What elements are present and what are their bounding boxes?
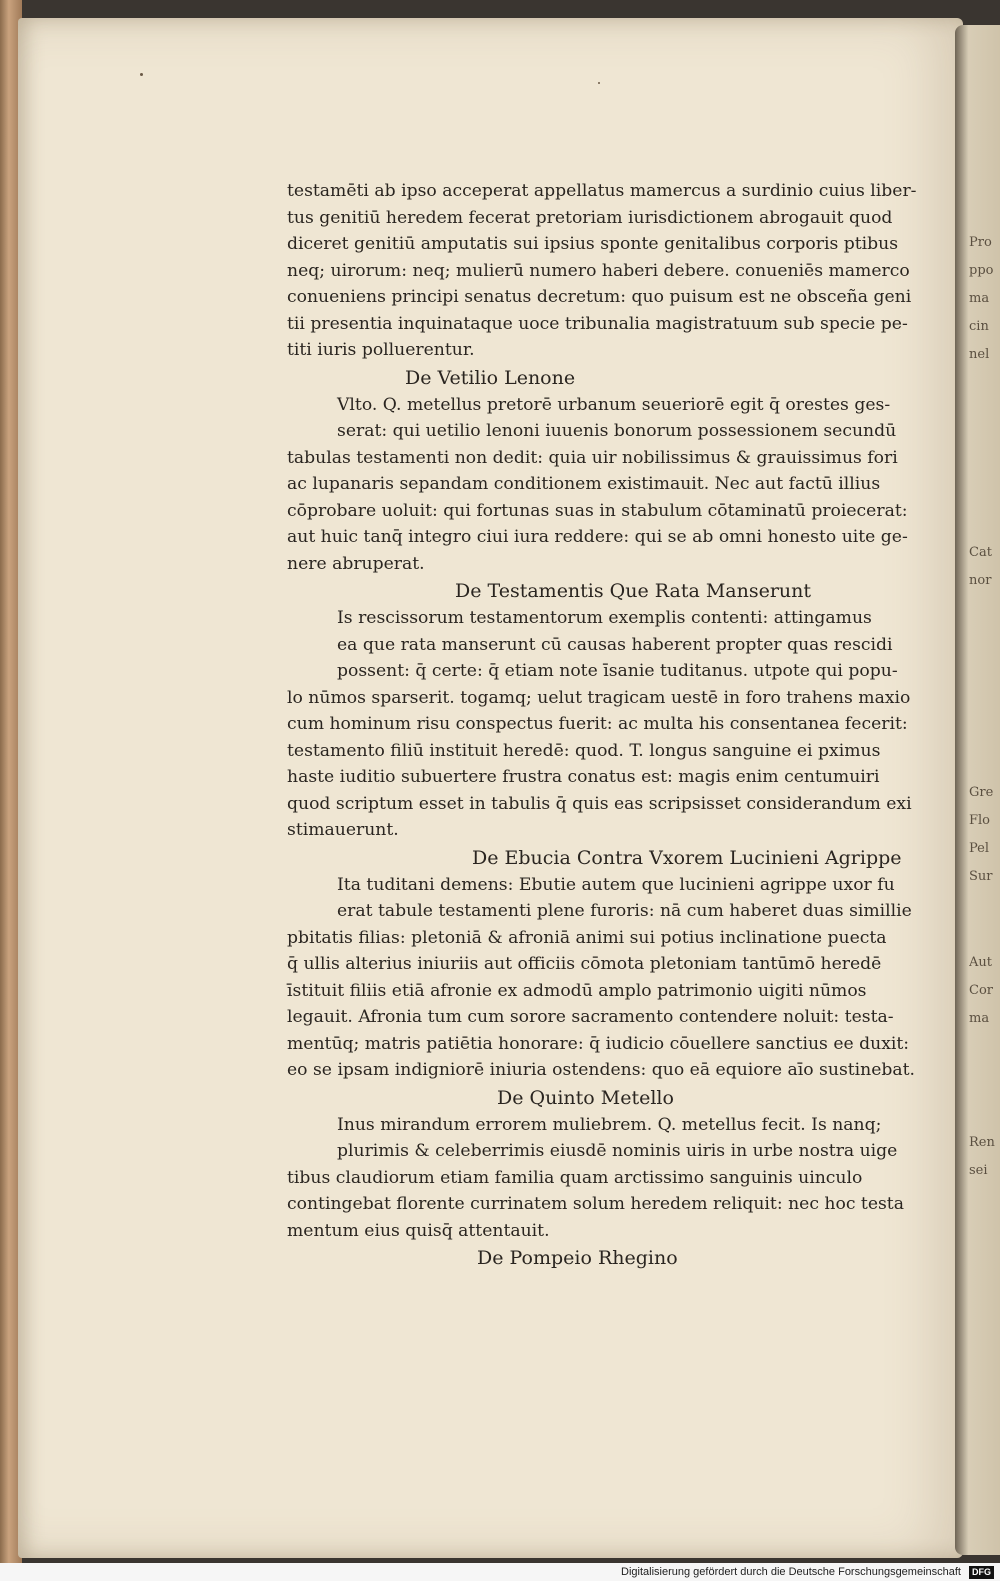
- dfg-logo: DFG: [969, 1566, 994, 1579]
- ghost-text: Ren: [969, 1135, 995, 1150]
- text-line: titi iuris polluerentur.: [287, 340, 475, 360]
- text-line: Inus mirandum errorem muliebrem. Q. metellus fecit. Is nanq;: [337, 1114, 882, 1135]
- text-line: serat: qui uetilio lenoni iuuenis bonorum possessionem secundū: [337, 421, 897, 441]
- next-page-edge: [955, 25, 1000, 1555]
- page-speck: [140, 73, 143, 76]
- text-line: tabulas testamenti non dedit: quia uir nobilissimus & grauissimus fori: [287, 447, 898, 468]
- section-heading: De Ebucia Contra Vxorem Lucinieni Agrippe: [472, 846, 902, 869]
- text-line: haste iuditio subuertere frustra conatus est: magis enim centumuiri: [287, 767, 880, 787]
- footer-text: Digitalisierung gefördert durch die Deutsche Forschungsgemeinschaft: [621, 1566, 961, 1578]
- text-line: stimauerunt.: [287, 820, 399, 840]
- text-line: mentūq; matris patiētia honorare: q̄ iudicio cōuellere sanctius ee duxit:: [287, 1033, 910, 1054]
- text-line: pbitatis filias: pletoniā & afroniā animi sui potius inclinatione puecta: [287, 927, 887, 948]
- text-line: testamēti ab ipso acceperat appellatus mamercus a surdinio cuius liber-: [287, 181, 917, 201]
- text-line: possent: q̄ certe: q̄ etiam note īsanie tuditanus. utpote qui popu-: [337, 661, 898, 681]
- text-line: contingebat florente currinatem solum heredem reliquit: nec hoc testa: [287, 1194, 904, 1214]
- printed-text-block: [287, 178, 917, 1272]
- ghost-text: Flo: [969, 813, 991, 828]
- text-line: conueniens principi senatus decretum: quo puisum est ne obsceña geni: [287, 287, 912, 307]
- ghost-text: cin: [969, 319, 989, 334]
- text-line: tibus claudiorum etiam familia quam arctissimo sanguinis uinculo: [287, 1167, 863, 1188]
- page-speck: [598, 82, 600, 84]
- text-line: Vlto. Q. metellus pretorē urbanum seueriorē egit q̄ orestes ges-: [337, 394, 891, 415]
- text-line: ea que rata manserunt cū causas haberent propter quas rescidi: [337, 634, 893, 655]
- text-line: īstituit filiis etiā afronie ex admodū amplo patrimonio uigiti nūmos: [287, 980, 867, 1001]
- text-line: neq; uirorum: neq; mulierū numero haberi debere. conueniēs mamerco: [287, 260, 910, 281]
- text-line: quod scriptum esset in tabulis q̄ quis eas scripsisset considerandum exi: [287, 793, 912, 814]
- section-heading: De Pompeio Rhegino: [477, 1247, 678, 1269]
- ghost-text: ma: [969, 1011, 990, 1026]
- ghost-text: Cat: [969, 545, 992, 560]
- section-heading: De Quinto Metello: [497, 1086, 674, 1109]
- ghost-text: nel: [969, 347, 990, 362]
- ghost-text: Cor: [969, 983, 993, 998]
- text-line: aut huic tanq̄ integro ciui iura reddere: qui se ab omni honesto uite ge-: [287, 527, 908, 547]
- ghost-text: ppo: [969, 263, 994, 278]
- section-heading: De Testamentis Que Rata Manserunt: [455, 580, 812, 602]
- ghost-text: Pel: [969, 841, 990, 856]
- ghost-text: Gre: [969, 785, 994, 800]
- text-line: lo nūmos sparserit. togamq; uelut tragicam uestē in foro trahens maxio: [287, 687, 911, 708]
- text-line: legauit. Afronia tum cum sorore sacramento contendere noluit: testa-: [287, 1007, 894, 1027]
- text-line: ac lupanaris sepandam conditionem existimauit. Nec aut factū illius: [287, 474, 881, 494]
- section-heading: De Vetilio Lenone: [405, 366, 576, 389]
- text-line: testamento filiū instituit heredē: quod. T. longus sanguine ei pximus: [287, 740, 881, 761]
- text-line: tus genitiū heredem fecerat pretoriam iurisdictionem abrogauit quod: [287, 207, 893, 228]
- text-line: Ita tuditani demens: Ebutie autem que lucinieni agrippe uxor fu: [337, 874, 895, 895]
- text-line: eo se ipsam indigniorē iniuria ostendens: quo eā equiore aīo sustinebat.: [287, 1060, 916, 1080]
- text-line: tii presentia inquinataque uoce tribunalia magistratuum sub specie pe-: [287, 313, 908, 334]
- ghost-text: ma: [969, 291, 990, 306]
- text-line: q̄ ullis alterius iniuriis aut officiis cōmota pletoniam tantūmō heredē: [287, 954, 882, 974]
- ghost-text: Sur: [969, 869, 993, 884]
- text-line: erat tabule testamenti plene furoris: nā cum haberet duas simillie: [337, 901, 912, 921]
- text-line: plurimis & celeberrimis eiusdē nominis uiris in urbe nostra uige: [337, 1141, 898, 1161]
- text-line: Is rescissorum testamentorum exemplis contenti: attingamus: [337, 608, 872, 628]
- ghost-text: sei: [969, 1163, 988, 1178]
- text-line: diceret genitiū amputatis sui ipsius sponte genitalibus corporis ptibus: [287, 234, 899, 254]
- text-line: mentum eius quisq̄ attentauit.: [287, 1220, 550, 1241]
- text-line: cum hominum risu conspectus fuerit: ac multa his consentanea fecerit:: [287, 714, 908, 734]
- ghost-text: Aut: [969, 955, 992, 970]
- text-line: cōprobare uoluit: qui fortunas suas in stabulum cōtaminatū proiecerat:: [287, 500, 908, 521]
- digitization-footer: [0, 1563, 1000, 1581]
- text-line: nere abruperat.: [287, 553, 425, 574]
- ghost-text: nor: [969, 573, 992, 588]
- ghost-text: Pro: [969, 235, 992, 250]
